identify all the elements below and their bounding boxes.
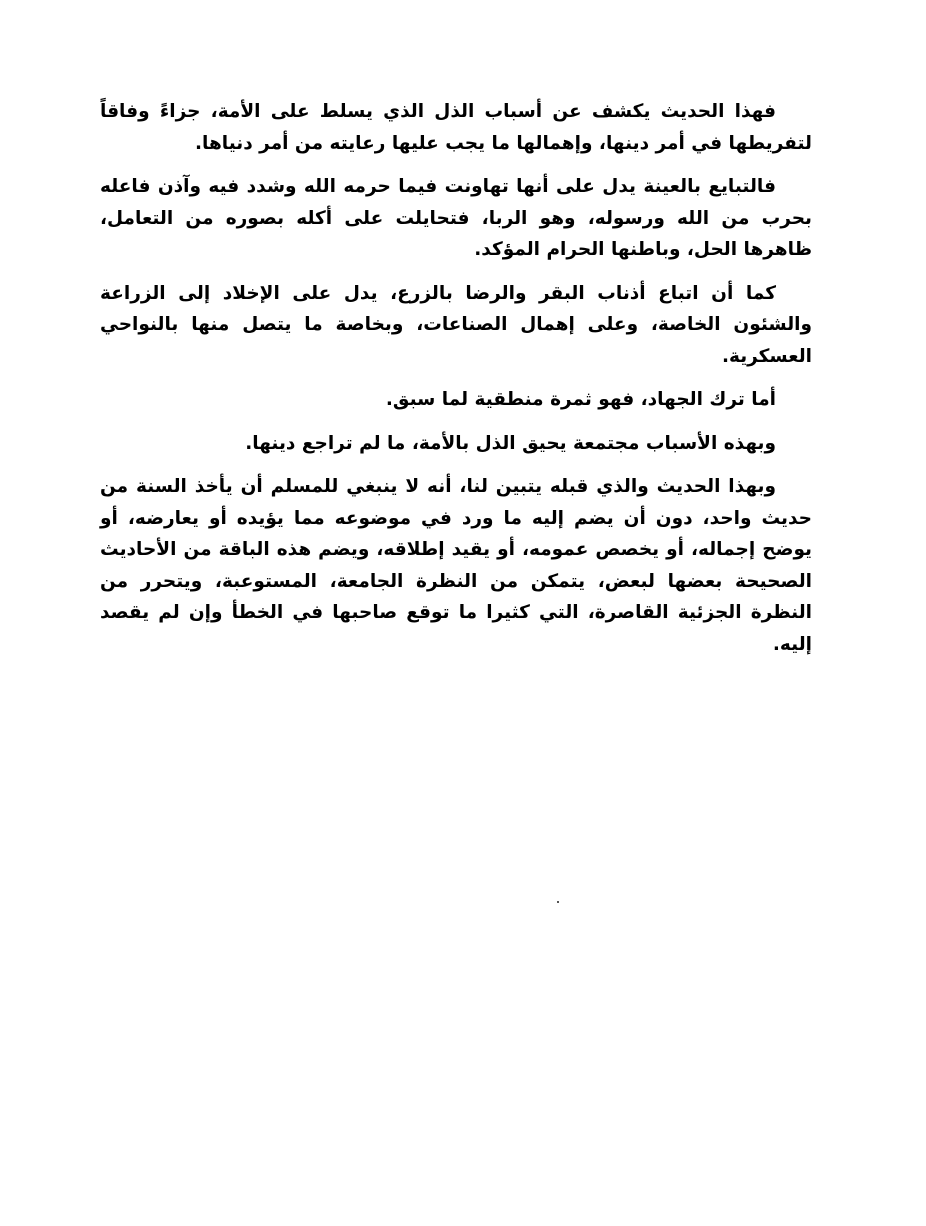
paragraph-inah-trading: فالتبايع بالعينة يدل على أنها تهاونت فيما حرمه الله وشدد فيه وآذن فاعله بحرب من الله ورسوله، وهو الربا، فتحايلت على أكله بصوره من التعامل، ظاهرها الحل، وباطنها الحرام المؤكد. (100, 176, 812, 260)
paragraph-following-cattle-tails: كما أن اتباع أذناب البقر والرضا بالزرع، يدل على الإخلاد إلى الزراعة والشئون الخاصة، وعلى إهمال الصناعات، وبخاصة ما يتصل منها بالنواحي العسكرية. (100, 282, 812, 367)
paragraph-combined-causes: وبهذه الأسباب مجتمعة يحيق الذل بالأمة، ما لم تراجع دينها. (245, 432, 776, 454)
scan-speck (557, 901, 559, 903)
paragraph-abandoning-jihad: أما ترك الجهاد، فهو ثمرة منطقية لما سبق. (385, 389, 776, 410)
body-text (100, 96, 812, 672)
paragraph-understanding-sunnah: وبهذا الحديث والذي قبله يتبين لنا، أنه لا ينبغي للمسلم أن يأخذ السنة من حديث واحد، دون أن يضم إليه ما ورد في موضوعه مما يؤيده أو يعارضه، أو يوضح إجماله، أو يخصص عمومه، أو يقيد إطلاقه، ويضم هذه الباقة من الأحاديث الصحيحة بعضها لبعض، يتمكن من النظرة الجامعة، المستوعبة، ويتحرر من النظرة الجزئية القاصرة، التي كثيرا ما توقع صاحبها في الخطأ وإن لم يقصد إليه. (100, 476, 812, 655)
paragraph-causes-of-humiliation: فهذا الحديث يكشف عن أسباب الذل الذي يسلط على الأمة، جزاءً وفاقاً لتفريطها في أمر دينها، وإهمالها ما يجب عليها رعايته من أمر دنياها. (100, 101, 812, 154)
